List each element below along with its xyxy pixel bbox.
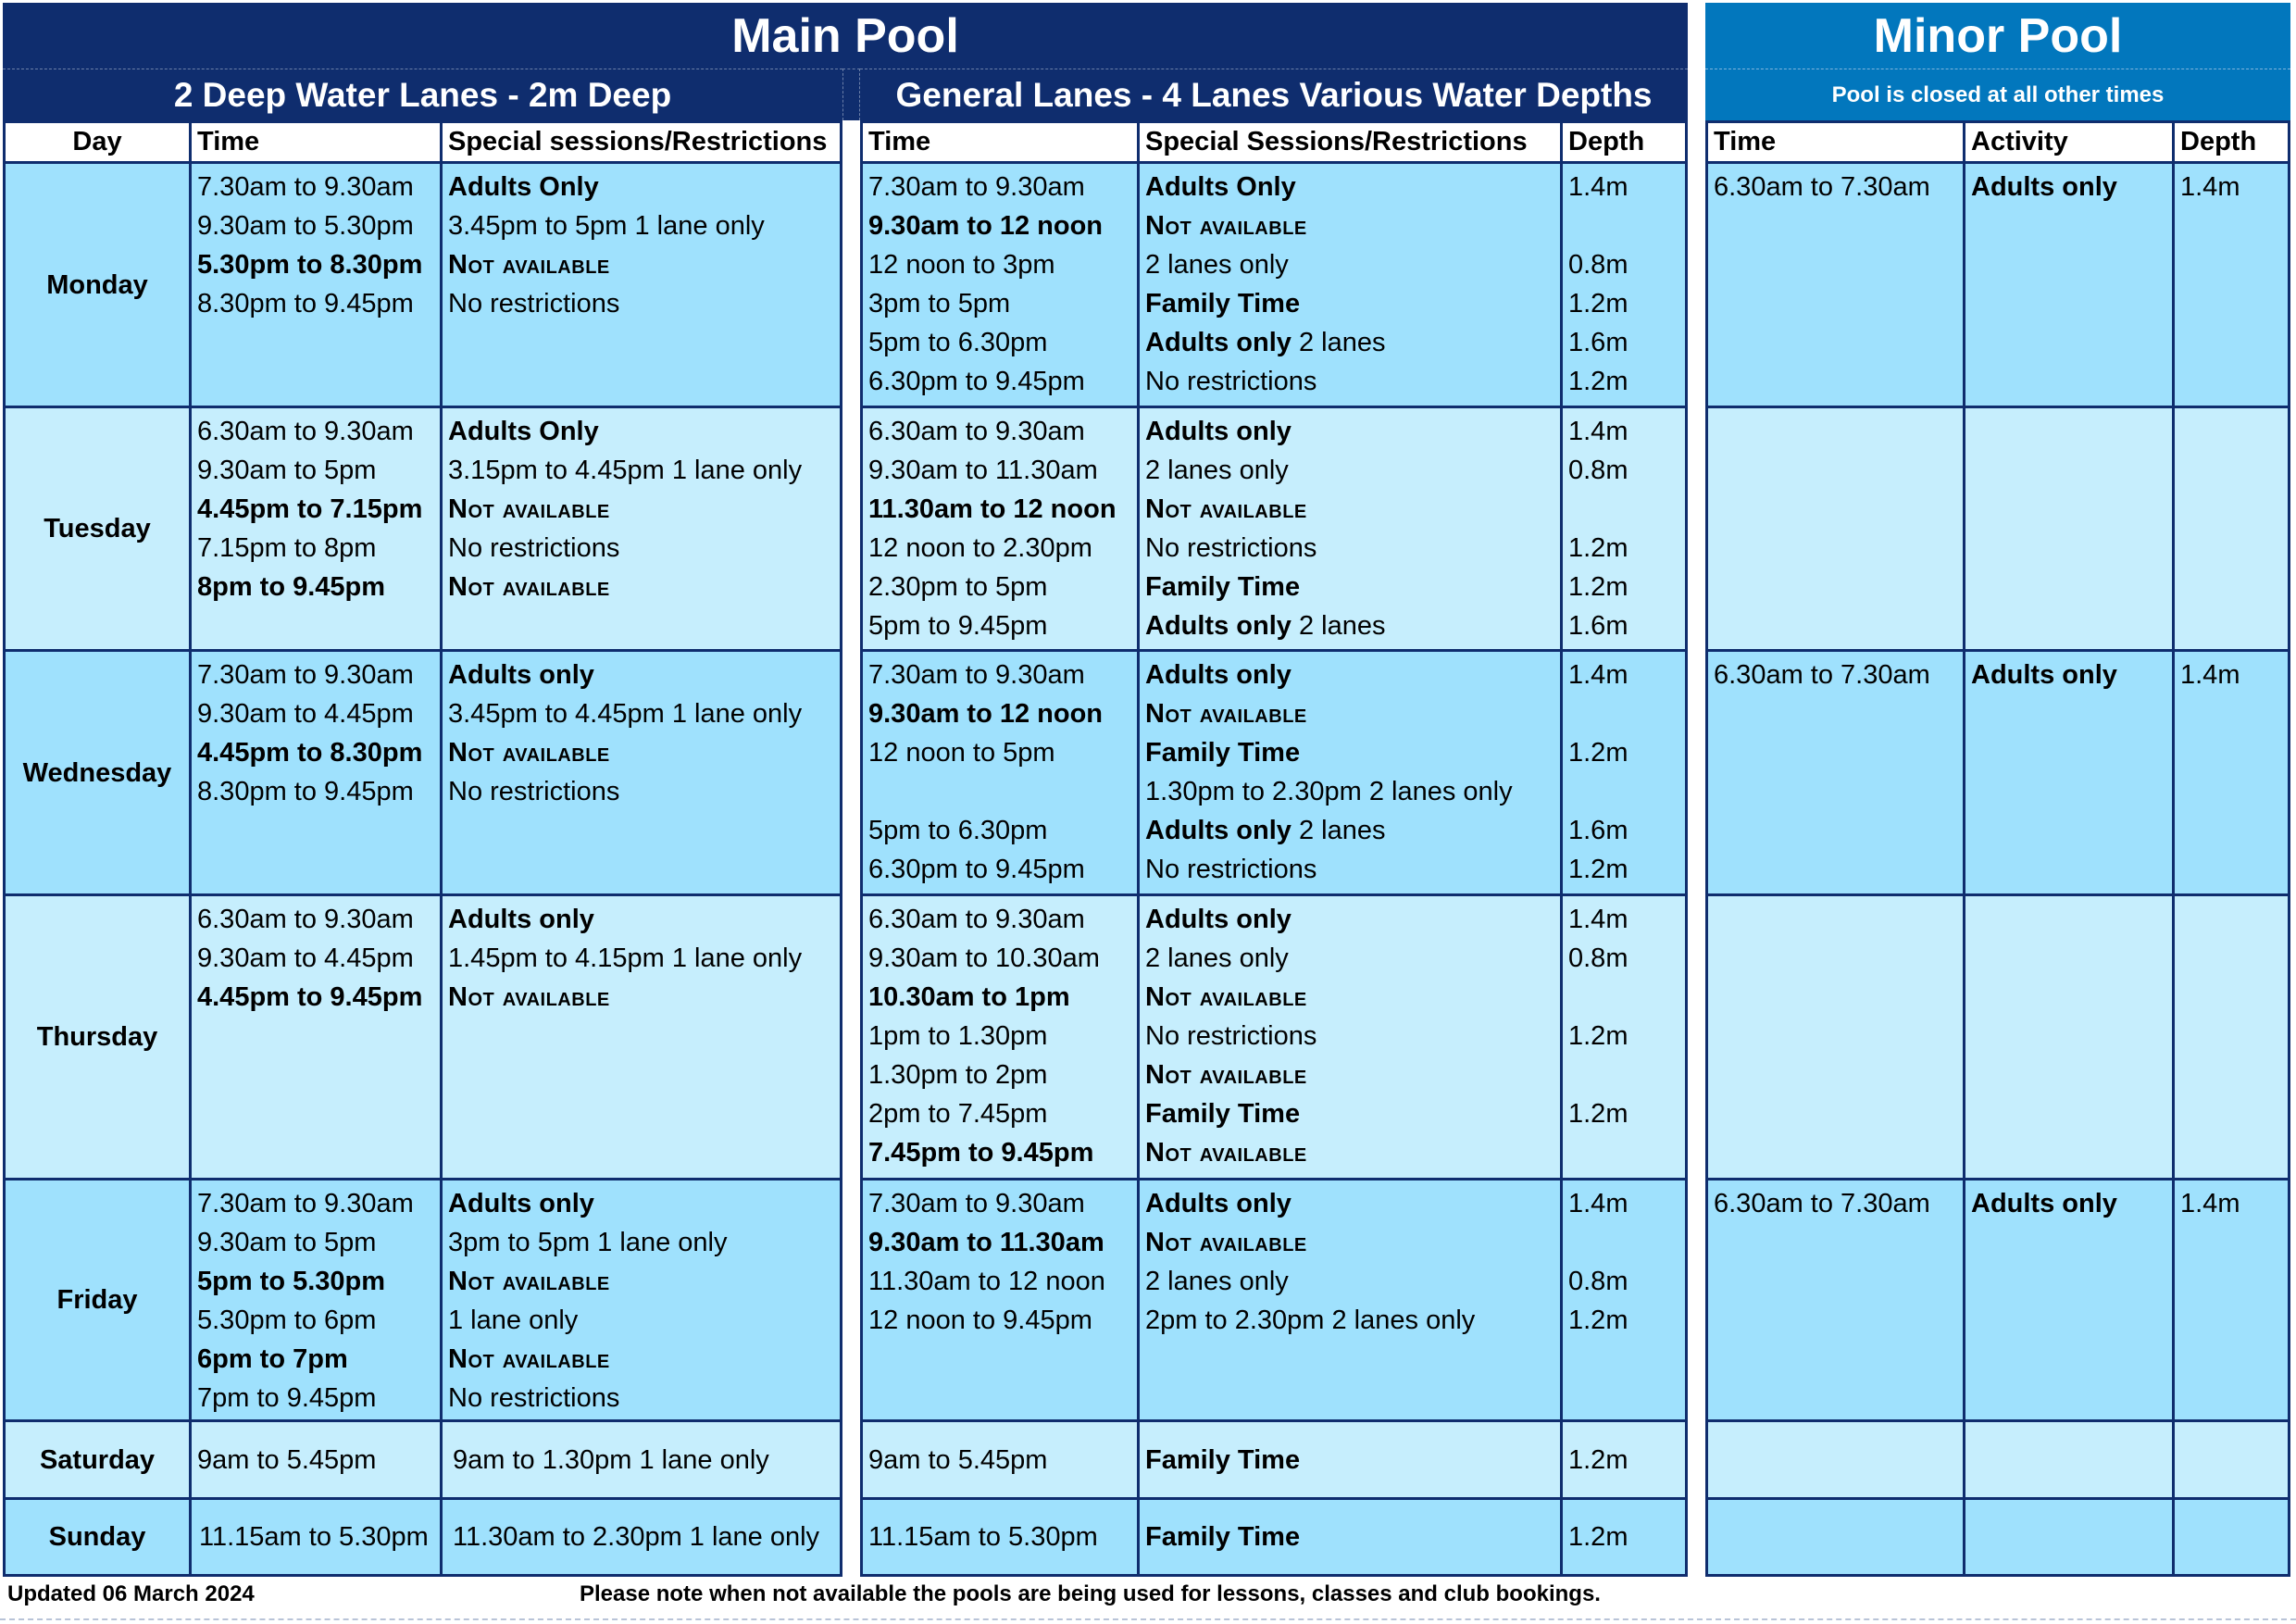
session-label: Adults Only: [448, 172, 599, 202]
session-label: 1 lane only: [448, 1305, 579, 1335]
session-label: 3.45pm to 5pm 1 lane only: [448, 211, 765, 241]
time-slot: 9.30am to 11.30am: [868, 1228, 1104, 1257]
not-available-label: Not available: [1145, 982, 1307, 1012]
general-special-saturday: [1137, 1419, 1563, 1500]
session-label: Adults only: [1145, 660, 1292, 690]
session-label-suffix: 2 lanes: [1291, 328, 1386, 357]
depth-value: 0.8m: [1568, 250, 1628, 280]
session-label: No restrictions: [1145, 367, 1317, 396]
minor-depth-thursday: [2172, 893, 2290, 1181]
col-header-general-special: Special Sessions/Restrictions: [1137, 120, 1563, 164]
time-slot: 9am to 5.45pm: [197, 1444, 377, 1475]
general-time-friday: [860, 1178, 1140, 1422]
session-label: Adults only: [1145, 417, 1292, 446]
minor-time-tuesday: [1705, 406, 1965, 652]
general-special-thursday: [1137, 893, 1563, 1181]
deep-time-monday: [189, 161, 443, 408]
depth-value: 1.6m: [1568, 328, 1628, 357]
session-label: 3.15pm to 4.45pm 1 lane only: [448, 456, 803, 485]
general-depth-sunday: [1560, 1497, 1688, 1577]
time-slot: 7.15pm to 8pm: [197, 533, 377, 563]
general-special-tuesday: [1137, 406, 1563, 652]
time-slot: 4.45pm to 7.15pm: [197, 494, 423, 524]
time-slot: 9.30am to 10.30am: [868, 943, 1100, 973]
time-slot: 12 noon to 9.45pm: [868, 1305, 1092, 1335]
general-lanes-subtitle: [860, 69, 1688, 120]
col-header-minor-activity: Activity: [1963, 120, 2175, 164]
depth-value: 1.4m: [1568, 1189, 1628, 1218]
session-label: No restrictions: [1145, 855, 1317, 884]
minor-depth-monday: [2172, 161, 2290, 408]
not-available-label: Not available: [448, 738, 610, 768]
deep-special-friday: [440, 1178, 842, 1422]
minor-time-saturday: [1705, 1419, 1965, 1500]
session-label: 11.30am to 2.30pm 1 lane only: [453, 1522, 820, 1552]
minor-depth-sunday: [2172, 1497, 2290, 1577]
time-slot: 6.30am to 9.30am: [197, 905, 414, 934]
session-label: Family Time: [1145, 1099, 1301, 1129]
time-slot: 7.30am to 9.30am: [197, 660, 414, 690]
depth-value: 1.4m: [1568, 660, 1628, 690]
time-slot: 5pm to 5.30pm: [197, 1267, 386, 1296]
depth-value: 0.8m: [1568, 456, 1628, 485]
time-slot: 7.30am to 9.30am: [197, 172, 414, 202]
time-slot: 6.30am to 7.30am: [1714, 1189, 1930, 1218]
minor-activity-thursday: [1963, 893, 2175, 1181]
time-slot: 11.30am to 12 noon: [868, 1267, 1105, 1296]
time-slot: 6.30am to 9.30am: [868, 417, 1085, 446]
time-slot: 9.30am to 5pm: [197, 1228, 377, 1257]
time-slot: 6pm to 7pm: [197, 1344, 348, 1374]
time-slot: 6.30am to 9.30am: [197, 417, 414, 446]
general-special-sunday: [1137, 1497, 1563, 1577]
time-slot: 5pm to 6.30pm: [868, 816, 1048, 845]
time-slot: [868, 772, 1131, 811]
session-label: Adults only: [1971, 660, 2117, 690]
session-label: Family Time: [1145, 572, 1301, 602]
session-label: No restrictions: [448, 289, 620, 319]
col-header-deep-time: Time: [189, 120, 443, 164]
depth-value: [1568, 206, 1679, 245]
depth-value: 1.2m: [1568, 738, 1628, 768]
minor-activity-monday: [1963, 161, 2175, 408]
time-slot: 9.30am to 5pm: [197, 456, 377, 485]
deep-special-tuesday: [440, 406, 842, 652]
deep-special-wednesday: [440, 649, 842, 896]
session-label: 2 lanes only: [1145, 456, 1289, 485]
general-time-thursday: [860, 893, 1140, 1181]
depth-value: [1568, 490, 1679, 529]
general-time-tuesday: [860, 406, 1140, 652]
day-cell-sunday: Sunday: [3, 1497, 192, 1577]
time-slot: 1.30pm to 2pm: [868, 1060, 1048, 1090]
session-label: Family Time: [1145, 289, 1301, 319]
depth-value: 1.4m: [1568, 417, 1628, 446]
minor-time-monday: [1705, 161, 1965, 408]
minor-time-friday: [1705, 1178, 1965, 1422]
depth-value: 1.2m: [1568, 533, 1628, 563]
time-slot: 7.30am to 9.30am: [868, 1189, 1085, 1218]
minor-activity-tuesday: [1963, 406, 2175, 652]
updated-date: Updated 06 March 2024: [7, 1581, 255, 1606]
minor-activity-sunday: [1963, 1497, 2175, 1577]
general-depth-monday: [1560, 161, 1688, 408]
session-label: Adults only: [448, 1189, 594, 1218]
session-label: No restrictions: [448, 533, 620, 563]
time-slot: 3pm to 5pm: [868, 289, 1011, 319]
session-label: Adults only: [448, 660, 594, 690]
not-available-label: Not available: [1145, 494, 1307, 524]
general-time-sunday: [860, 1497, 1140, 1577]
general-lanes-subtitle-text: General Lanes - 4 Lanes Various Water Depths: [895, 75, 1653, 114]
deep-special-thursday: [440, 893, 842, 1181]
main-pool-title-text: Main Pool: [731, 9, 959, 63]
session-label: [1145, 323, 1554, 362]
time-slot: 6.30am to 7.30am: [1714, 172, 1930, 202]
deep-lanes-subtitle-text: 2 Deep Water Lanes - 2m Deep: [173, 75, 672, 114]
time-slot: 7.30am to 9.30am: [197, 1189, 414, 1218]
deep-time-wednesday: [189, 649, 443, 896]
time-slot: 11.30am to 12 noon: [868, 494, 1117, 524]
depth-value: 1.2m: [1568, 572, 1628, 602]
time-slot: 2pm to 7.45pm: [868, 1099, 1048, 1129]
day-cell-monday: Monday: [3, 161, 192, 408]
depth-value: 1.2m: [1568, 1444, 1628, 1475]
session-label: 3pm to 5pm 1 lane only: [448, 1228, 728, 1257]
time-slot: 6.30pm to 9.45pm: [868, 367, 1085, 396]
col-header-deep-special: Special sessions/Restrictions: [440, 120, 842, 164]
general-depth-friday: [1560, 1178, 1688, 1422]
time-slot: 11.15am to 5.30pm: [199, 1522, 429, 1552]
time-slot: 9.30am to 12 noon: [868, 211, 1104, 241]
not-available-label: Not available: [1145, 1060, 1307, 1090]
depth-value: 1.4m: [1568, 905, 1628, 934]
time-slot: 9.30am to 4.45pm: [197, 943, 414, 973]
depth-value: 1.2m: [1568, 289, 1628, 319]
session-label: No restrictions: [1145, 533, 1317, 563]
minor-pool-title-text: Minor Pool: [1873, 9, 2123, 63]
time-slot: 8.30pm to 9.45pm: [197, 777, 414, 806]
time-slot: 7pm to 9.45pm: [197, 1383, 377, 1413]
depth-value: 0.8m: [1568, 943, 1628, 973]
session-label: Adults only: [1145, 905, 1292, 934]
session-label: Adults only: [1145, 1189, 1292, 1218]
depth-value: 1.6m: [1568, 816, 1628, 845]
depth-value: [1568, 772, 1679, 811]
time-slot: 6.30am to 7.30am: [1714, 660, 1930, 690]
depth-value: [1568, 1133, 1679, 1172]
not-available-label: Not available: [1145, 1138, 1307, 1168]
session-label: 2pm to 2.30pm 2 lanes only: [1145, 1305, 1476, 1335]
general-special-wednesday: [1137, 649, 1563, 896]
depth-value: 1.2m: [1568, 1522, 1628, 1552]
not-available-label: Not available: [448, 982, 610, 1012]
col-header-day: Day: [3, 120, 192, 164]
day-cell-wednesday: Wednesday: [3, 649, 192, 896]
deep-time-sunday: [189, 1497, 443, 1577]
time-slot: 8.30pm to 9.45pm: [197, 289, 414, 319]
time-slot: 6.30am to 9.30am: [868, 905, 1085, 934]
session-label: No restrictions: [448, 777, 620, 806]
time-slot: 5pm to 9.45pm: [868, 611, 1048, 641]
page-bottom-divider: [0, 1618, 2296, 1620]
day-cell-tuesday: Tuesday: [3, 406, 192, 652]
time-slot: 8pm to 9.45pm: [197, 572, 386, 602]
general-time-monday: [860, 161, 1140, 408]
session-label-bold: Adults only: [1145, 328, 1292, 357]
session-label: Family Time: [1145, 1522, 1301, 1552]
session-label-suffix: 2 lanes: [1291, 611, 1386, 641]
minor-time-sunday: [1705, 1497, 1965, 1577]
time-slot: 5pm to 6.30pm: [868, 328, 1048, 357]
depth-value: 1.2m: [1568, 855, 1628, 884]
minor-depth-wednesday: [2172, 649, 2290, 896]
depth-value: 1.4m: [2180, 172, 2240, 202]
session-label: Adults Only: [1145, 172, 1296, 202]
not-available-label: Not available: [448, 494, 610, 524]
subtitle-gap: [842, 69, 860, 120]
minor-pool-subtitle: [1705, 69, 2290, 120]
session-label: 2 lanes only: [1145, 943, 1289, 973]
time-slot: 12 noon to 5pm: [868, 738, 1055, 768]
general-depth-wednesday: [1560, 649, 1688, 896]
depth-value: 1.4m: [1568, 172, 1628, 202]
session-label: Adults only: [1971, 1189, 2117, 1218]
session-label: No restrictions: [1145, 1021, 1317, 1051]
depth-value: 1.2m: [1568, 1305, 1628, 1335]
time-slot: 10.30am to 1pm: [868, 982, 1070, 1012]
deep-time-tuesday: [189, 406, 443, 652]
depth-value: [1568, 978, 1679, 1017]
not-available-label: Not available: [1145, 1228, 1307, 1257]
session-label: Family Time: [1145, 738, 1301, 768]
col-header-minor-depth: Depth: [2172, 120, 2290, 164]
deep-time-thursday: [189, 893, 443, 1181]
day-cell-friday: Friday: [3, 1178, 192, 1422]
general-time-wednesday: [860, 649, 1140, 896]
day-cell-saturday: Saturday: [3, 1419, 192, 1500]
deep-lanes-subtitle: [3, 69, 842, 120]
minor-pool-title: [1705, 3, 2290, 69]
not-available-label: Not available: [1145, 699, 1307, 729]
time-slot: 7.45pm to 9.45pm: [868, 1138, 1094, 1168]
time-slot: 11.15am to 5.30pm: [868, 1522, 1098, 1552]
session-label: No restrictions: [448, 1383, 620, 1413]
time-slot: 2.30pm to 5pm: [868, 572, 1048, 602]
not-available-label: Not available: [448, 1344, 610, 1374]
time-slot: 12 noon to 2.30pm: [868, 533, 1092, 563]
time-slot: 4.45pm to 9.45pm: [197, 982, 423, 1012]
general-special-monday: [1137, 161, 1563, 408]
not-available-label: Not available: [448, 572, 610, 602]
time-slot: 4.45pm to 8.30pm: [197, 738, 423, 768]
col-header-general-time: Time: [860, 120, 1140, 164]
col-header-general-depth: Depth: [1560, 120, 1688, 164]
session-label: Family Time: [1145, 1444, 1301, 1475]
deep-time-friday: [189, 1178, 443, 1422]
time-slot: 9.30am to 5.30pm: [197, 211, 414, 241]
minor-pool-subtitle-text: Pool is closed at all other times: [1831, 81, 2165, 107]
time-slot: 9.30am to 12 noon: [868, 699, 1104, 729]
depth-value: 0.8m: [1568, 1267, 1628, 1296]
session-label: 3.45pm to 4.45pm 1 lane only: [448, 699, 803, 729]
session-label: Adults only: [1971, 172, 2117, 202]
depth-value: [1568, 1056, 1679, 1094]
minor-time-thursday: [1705, 893, 1965, 1181]
col-header-minor-time: Time: [1705, 120, 1965, 164]
depth-value: [1568, 694, 1679, 733]
time-slot: 1pm to 1.30pm: [868, 1021, 1048, 1051]
deep-special-monday: [440, 161, 842, 408]
session-label: Adults Only: [448, 417, 599, 446]
depth-value: 1.4m: [2180, 660, 2240, 690]
minor-activity-wednesday: [1963, 649, 2175, 896]
minor-activity-saturday: [1963, 1419, 2175, 1500]
deep-special-saturday: [440, 1419, 842, 1500]
time-slot: 5.30pm to 6pm: [197, 1305, 377, 1335]
time-slot: 9am to 5.45pm: [868, 1444, 1048, 1475]
general-time-saturday: [860, 1419, 1140, 1500]
time-slot: 7.30am to 9.30am: [868, 172, 1085, 202]
time-slot: 9.30am to 11.30am: [868, 456, 1098, 485]
not-available-label: Not available: [448, 250, 610, 280]
depth-value: [1568, 1223, 1679, 1262]
time-slot: 7.30am to 9.30am: [868, 660, 1085, 690]
depth-value: 1.6m: [1568, 611, 1628, 641]
availability-note: Please note when not available the pools are being used for lessons, classes and club bookings.: [580, 1581, 1601, 1606]
main-pool-title: [3, 3, 1688, 69]
not-available-label: Not available: [1145, 211, 1307, 241]
minor-depth-tuesday: [2172, 406, 2290, 652]
time-slot: 12 noon to 3pm: [868, 250, 1055, 280]
time-slot: 6.30pm to 9.45pm: [868, 855, 1085, 884]
deep-time-saturday: [189, 1419, 443, 1500]
session-label-suffix: 2 lanes: [1291, 816, 1386, 845]
session-label: 1.30pm to 2.30pm 2 lanes only: [1145, 777, 1513, 806]
depth-value: 1.2m: [1568, 1021, 1628, 1051]
deep-special-sunday: [440, 1497, 842, 1577]
session-label-bold: Adults only: [1145, 816, 1292, 845]
session-label: 2 lanes only: [1145, 1267, 1289, 1296]
session-label-bold: Adults only: [1145, 611, 1292, 641]
session-label: [1145, 606, 1554, 645]
general-special-friday: [1137, 1178, 1563, 1422]
minor-activity-friday: [1963, 1178, 2175, 1422]
session-label: Adults only: [448, 905, 594, 934]
day-cell-thursday: Thursday: [3, 893, 192, 1181]
time-slot: 5.30pm to 8.30pm: [197, 250, 423, 280]
session-label: 2 lanes only: [1145, 250, 1289, 280]
general-depth-thursday: [1560, 893, 1688, 1181]
session-label: 9am to 1.30pm 1 lane only: [453, 1444, 769, 1475]
minor-depth-saturday: [2172, 1419, 2290, 1500]
session-label: 1.45pm to 4.15pm 1 lane only: [448, 943, 803, 973]
minor-time-wednesday: [1705, 649, 1965, 896]
time-slot: 9.30am to 4.45pm: [197, 699, 414, 729]
minor-depth-friday: [2172, 1178, 2290, 1422]
session-label: [1145, 811, 1554, 850]
not-available-label: Not available: [448, 1267, 610, 1296]
general-depth-saturday: [1560, 1419, 1688, 1500]
general-depth-tuesday: [1560, 406, 1688, 652]
depth-value: 1.2m: [1568, 367, 1628, 396]
depth-value: 1.4m: [2180, 1189, 2240, 1218]
depth-value: 1.2m: [1568, 1099, 1628, 1129]
